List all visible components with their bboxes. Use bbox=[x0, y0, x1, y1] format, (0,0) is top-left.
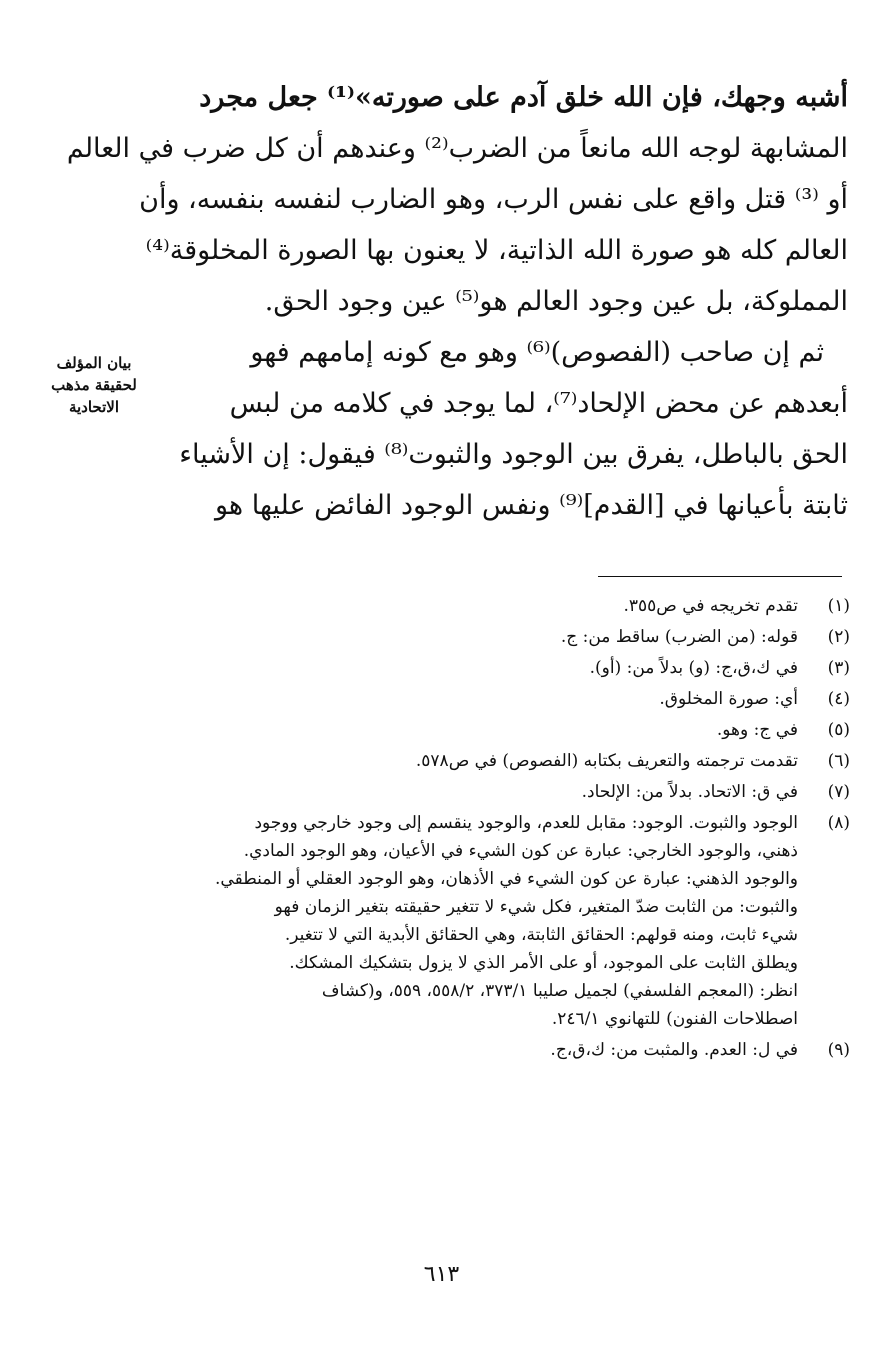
footnote-text: تقدم تخريجه في ص٣٥٥. bbox=[623, 596, 798, 616]
footnote-separator bbox=[598, 576, 842, 577]
footnote-6 bbox=[130, 747, 850, 775]
footnote-text: تقدمت ترجمته والتعريف بكتابه (الفصوص) في ص٥٧٨. bbox=[415, 751, 798, 771]
footnote-number: (٥) bbox=[827, 720, 850, 740]
footnote-text: ويطلق الثابت على الموجود، أو على الأمر الذي لا يزول بتشكيك المشكك. bbox=[289, 953, 798, 973]
footnote-text: والثبوت: من الثابت ضدّ المتغير، فكل شيء لا تتغير حقيقته بتغير الزمان فهو bbox=[274, 897, 798, 917]
footnote-text: أي: صورة المخلوق. bbox=[659, 689, 798, 709]
footnote-number: (٢) bbox=[827, 627, 850, 647]
margin-note-line: لحقيقة مذهب bbox=[51, 376, 137, 394]
main-line: العالم كله هو صورة الله الذاتية، لا يعنون بها الصورة المخلوقة⁽⁴⁾ bbox=[145, 235, 848, 266]
footnote-number: (٤) bbox=[827, 689, 850, 709]
footnote-9 bbox=[130, 1036, 850, 1064]
footnote-8 bbox=[130, 809, 850, 1033]
footnote-text: شيء ثابت، ومنه قولهم: الحقائق الثابتة، وهي الحقائق الأبدية التي لا تتغير. bbox=[284, 925, 798, 945]
margin-note bbox=[44, 352, 144, 418]
footnote-number: (٧) bbox=[827, 782, 850, 802]
footnote-7 bbox=[130, 778, 850, 806]
footnote-number: (١) bbox=[827, 596, 850, 616]
footnote-number: (٨) bbox=[827, 813, 850, 833]
main-line: ثابتة بأعيانها في [القدم]⁽⁹⁾ ونفس الوجود الفائض عليها هو bbox=[214, 490, 848, 521]
footnote-text: في ق: الاتحاد. بدلاً من: الإلحاد. bbox=[581, 782, 798, 802]
footnote-4 bbox=[130, 685, 850, 713]
footnote-text: والوجود الذهني: عبارة عن كون الشيء في الأذهان، وهو الوجود العقلي أو المنطقي. bbox=[215, 869, 798, 889]
footnotes bbox=[130, 592, 850, 1067]
footnote-text: انظر: (المعجم الفلسفي) لجميل صليبا ٣٧٣/١، ٥٥٨/٢، ٥٥٩، و(كشاف bbox=[321, 981, 798, 1001]
margin-note-line: الاتحادية bbox=[68, 398, 120, 416]
footnote-3 bbox=[130, 654, 850, 682]
main-line: الحق بالباطل، يفرق بين الوجود والثبوت⁽⁸⁾ فيقول: إن الأشياء bbox=[179, 439, 848, 470]
main-line: المملوكة، بل عين وجود العالم هو⁽⁵⁾ عين وجود الحق. bbox=[264, 286, 848, 317]
main-line: ثم إن صاحب (الفصوص)⁽⁶⁾ وهو مع كونه إمامهم فهو bbox=[250, 337, 824, 368]
footnote-text: اصطلاحات الفنون) للتهانوي ٢٤٦/١. bbox=[551, 1009, 798, 1029]
footnote-text: الوجود والثبوت. الوجود: مقابل للعدم، والوجود ينقسم إلى وجود خارجي ووجود bbox=[254, 813, 798, 833]
main-line: أشبه وجهك، فإن الله خلق آدم على صورته»⁽¹⁾ جعل مجرد bbox=[199, 82, 848, 113]
footnote-2 bbox=[130, 623, 850, 651]
footnote-text: في ل: العدم. والمثبت من: ك،ق،ج. bbox=[550, 1040, 798, 1060]
footnote-text: في ج: وهو. bbox=[716, 720, 798, 740]
main-line: أبعدهم عن محض الإلحاد⁽⁷⁾، لما يوجد في كلامه من لبس bbox=[229, 388, 848, 419]
footnote-text: في ك،ق،ج: (و) بدلاً من: (أو). bbox=[589, 658, 798, 678]
margin-note-line: بيان المؤلف bbox=[56, 354, 132, 372]
main-line: المشابهة لوجه الله مانعاً من الضرب⁽²⁾ وعندهم أن كل ضرب في العالم bbox=[66, 133, 848, 164]
footnote-5 bbox=[130, 716, 850, 744]
footnote-number: (٦) bbox=[827, 751, 850, 771]
footnote-number: (٣) bbox=[827, 658, 850, 678]
main-line: أو ⁽³⁾ قتل واقع على نفس الرب، وهو الضارب لنفسه بنفسه، وأن bbox=[139, 184, 848, 215]
footnote-1 bbox=[130, 592, 850, 620]
footnote-text: قوله: (من الضرب) ساقط من: ج. bbox=[560, 627, 798, 647]
footnote-number: (٩) bbox=[827, 1040, 850, 1060]
footnote-text: ذهني، والوجود الخارجي: عبارة عن كون الشيء في الأعيان، وهو الوجود المادي. bbox=[243, 841, 798, 861]
page-number: ٦١٣ bbox=[423, 1262, 460, 1287]
